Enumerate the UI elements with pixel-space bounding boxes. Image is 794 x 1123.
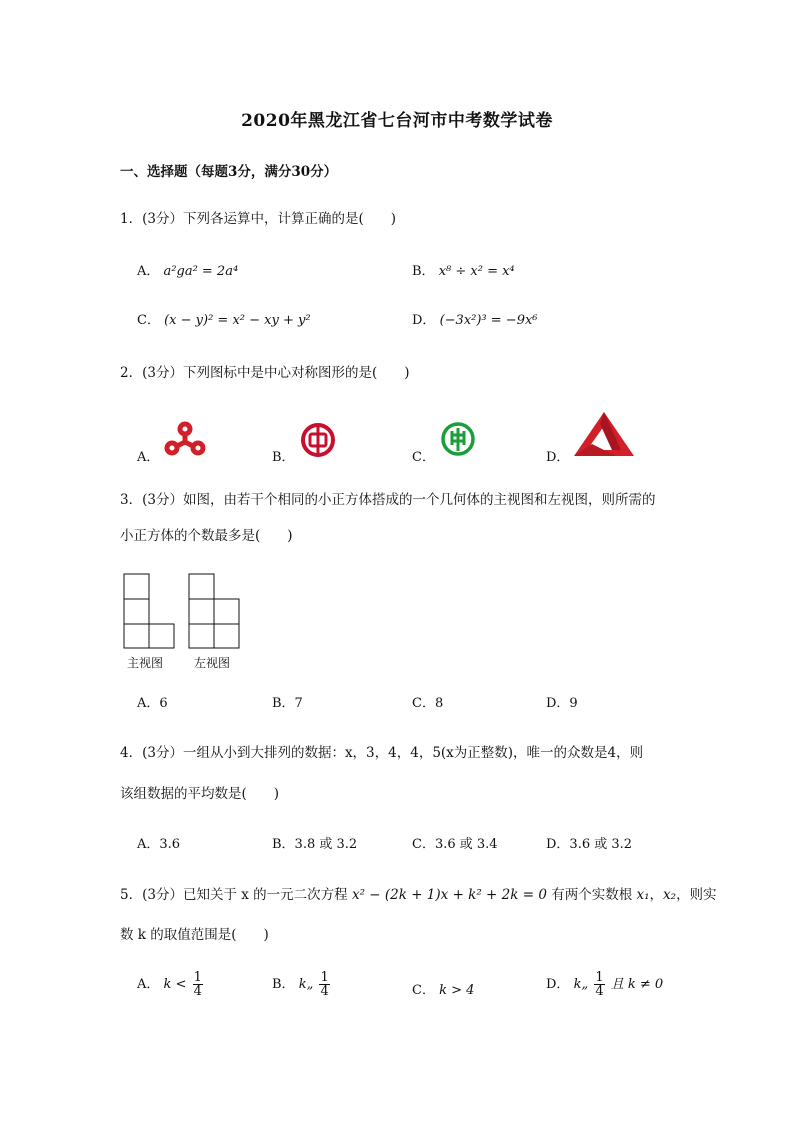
fraction-numerator: 1 [595,970,604,985]
q1-option-a [137,260,238,279]
fraction-denominator: 4 [320,984,329,999]
q3-option-b: B．7 [272,696,303,711]
q5-option-a [137,971,205,998]
q5-a-expr: k < [163,977,187,992]
q1-option-c [137,309,311,328]
q5-d-condition: 且 k ≠ 0 [610,977,664,992]
q2-c-label: C． [412,450,435,465]
q4-option-c: C．3.6 或 3.4 [412,837,498,852]
q1-option-b [412,260,515,279]
q1-stem: 1．(3分）下列各运算中，计算正确的是( ) [120,211,396,227]
q5-b-fraction [319,971,329,998]
q5-stem-line1 [120,883,717,903]
left-view-figure [187,572,243,650]
q1-b-expr: x⁸ ÷ x² = x⁴ [438,264,515,279]
fraction-denominator: 4 [193,984,202,999]
q5-root2: x₂ [663,887,677,903]
q4-stem-line2: 该组数据的平均数是( ) [120,786,280,802]
q1-c-label: C． [137,313,160,328]
q4-option-a: A．3.6 [137,837,181,852]
q5-option-c [412,979,474,998]
q5-root-separator: ， [649,887,664,903]
q5-d-fraction [594,971,604,998]
q2-a-label: A． [137,450,160,465]
q5-d-label: D． [546,977,570,992]
section-heading: 一、选择题（每题3分，满分30分） [120,164,338,180]
fraction-numerator: 1 [193,970,202,985]
fraction-denominator: 4 [595,984,604,999]
q5-root1: x₁ [636,887,650,903]
q5-c-expr: k > 4 [439,983,475,998]
page-title: 2020年黑龙江省七台河市中考数学试卷 [241,111,553,131]
q5-c-label: C． [412,983,435,998]
q1-a-expr: a²ga² = 2a⁴ [163,264,239,279]
q5-stem-end: ，则实 [676,887,717,903]
q3-option-a: A．6 [137,696,168,711]
q1-b-label: B． [412,264,435,279]
q1-d-expr: (−3x²)³ = −9x⁶ [439,313,538,328]
q3-stem-line2: 小正方体的个数最多是( ) [120,528,293,544]
q2-stem: 2．(3分）下列图标中是中心对称图形的是( ) [120,365,410,381]
bank-of-china-logo-icon [300,422,336,458]
railway-logo-icon [163,420,207,456]
q3-stem-line1: 3．(3分）如图，由若干个相同的小正方体搭成的一个几何体的主视图和左视图，则所需的 [120,492,656,508]
q5-b-label: B． [272,977,295,992]
q1-d-label: D． [412,313,436,328]
q5-stem-pre: 5．(3分）已知关于 x 的一元二次方程 [120,887,348,903]
q5-option-b [272,971,332,998]
q4-stem-line1: 4．(3分）一组从小到大排列的数据：x，3，4，4，5(x为正整数)，唯一的众数是4，则 [120,745,644,761]
q4-option-b: B．3.8 或 3.2 [272,837,358,852]
q5-d-expr: k„ [573,977,589,992]
q2-d-label: D． [546,450,570,465]
q2-b-label: B． [272,450,295,465]
front-view-figure [122,572,178,650]
q4-option-d: D．3.6 或 3.2 [546,837,633,852]
q1-option-d [412,309,538,328]
q5-a-label: A． [137,977,160,992]
q5-stem-post: 有两个实数根 [551,887,633,903]
q1-c-expr: (x − y)² = x² − xy + y² [164,313,311,328]
agricultural-bank-logo-icon [440,421,476,457]
q3-option-c: C．8 [412,696,444,711]
q5-a-fraction [193,971,203,998]
q5-stem-line2: 数 k 的取值范围是( ) [120,927,269,943]
front-view-label: 主视图 [127,656,164,670]
q5-equation: x² − (2k + 1)x + k² + 2k = 0 [351,887,547,903]
left-view-label: 左视图 [194,656,231,670]
q5-option-d [546,971,663,998]
fraction-numerator: 1 [320,970,329,985]
q3-option-d: D．9 [546,696,578,711]
triangle-logo-icon [572,410,636,458]
q1-a-label: A． [137,264,160,279]
q5-b-expr: k„ [298,977,314,992]
